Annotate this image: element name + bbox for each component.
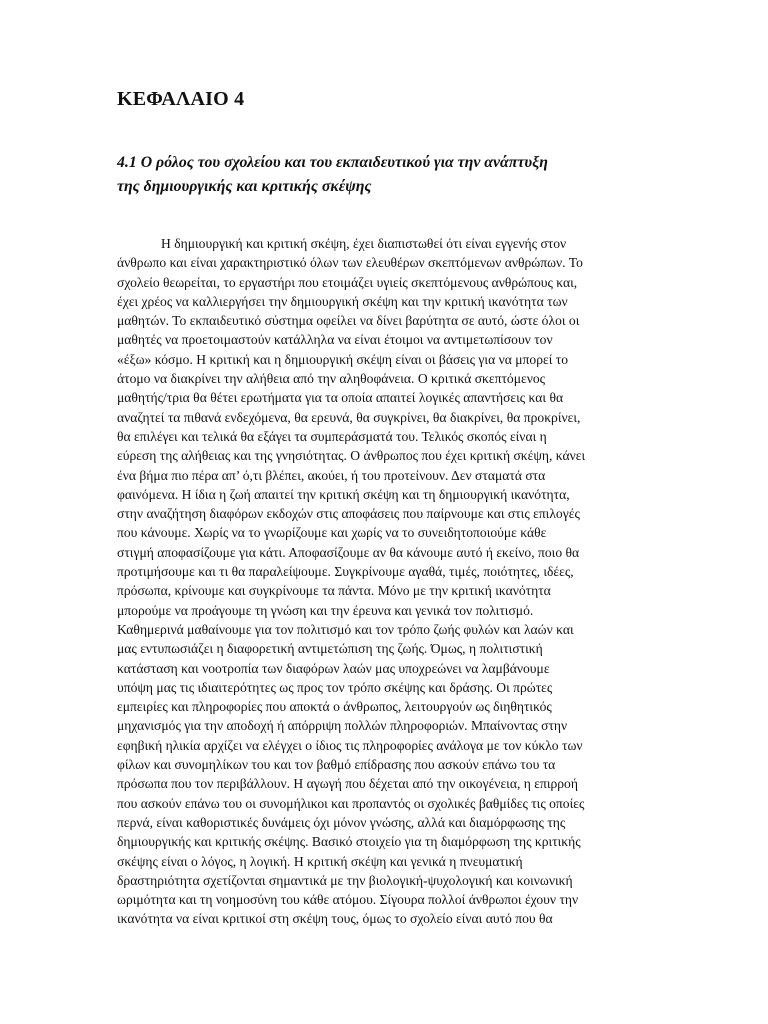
paragraph-line: Καθημερινά μαθαίνουμε για τον πολιτισμό και τον τρόπο ζωής φυλών και λαών και: [117, 621, 574, 637]
paragraph-line: προτιμήσουμε και τι θα παραλείψουμε. Συγκρίνουμε αγαθά, τιμές, ποιότητες, ιδέες,: [117, 564, 574, 580]
paragraph-line: «έξω» κόσμο. Η κριτική και η δημιουργική σκέψη είναι οι βάσεις για να μπορεί το: [117, 351, 569, 367]
paragraph-line: μπορούμε να προάγουμε τη γνώση και την έρευνα και γενικά τον πολιτισμό.: [117, 602, 534, 618]
paragraph-line: φίλων και συνομηλίκων του και τον βαθμό επίδρασης που ασκούν επάνω του τα: [117, 757, 556, 773]
paragraph-line: σκέψης είναι ο λόγος, η λογική. Η κριτική σκέψη και γενικά η πνευματική: [117, 853, 523, 869]
paragraph-line: άτομο να διακρίνει την αλήθεια από την αληθοφάνεια. Ο κριτικά σκεπτόμενος: [117, 371, 546, 387]
paragraph-line: δραστηριότητα σχετίζονται σημαντικά με την βιολογική-ψυχολογική και κοινωνική: [117, 872, 573, 888]
body-paragraph: [117, 234, 637, 929]
paragraph-line: που κάνουμε. Χωρίς να το γνωρίζουμε και χωρίς να το συνειδητοποιούμε κάθε: [117, 525, 547, 541]
paragraph-line: στην αναζήτηση διαφόρων εκδοχών στις αποφάσεις που παίρνουμε και στις επιλογές: [117, 506, 580, 522]
paragraph-line: εύρεση της αλήθειας και της γνησιότητας. Ο άνθρωπος που έχει κριτική σκέψη, κάνει: [117, 448, 586, 464]
paragraph-line: μηχανισμός για την αποδοχή ή απόρριψη πολλών πληροφοριών. Μπαίνοντας στην: [117, 718, 568, 734]
paragraph-line: πρόσωπα που τον περιβάλλουν. Η αγωγή που δέχεται από την οικογένεια, η επιρροή: [117, 776, 578, 792]
paragraph-line: άνθρωπο και είναι χαρακτηριστικό όλων των ελευθέρων σκεπτόμενων ανθρώπων. Το: [117, 255, 583, 271]
paragraph-line: μαθητές να προετοιμαστούν κατάλληλα να είναι έτοιμοι να αντιμετωπίσουν τον: [117, 332, 553, 348]
paragraph-line: θα επιλέγει και τελικά θα εξάγει τα συμπεράσματά του. Τελικός σκοπός είναι η: [117, 428, 547, 444]
paragraph-line: εφηβική ηλικία αρχίζει να ελέγχει ο ίδιος τις πληροφορίες ανάλογα με τον κύκλο των: [117, 737, 583, 753]
paragraph-line: ωριμότητα και τη νοημοσύνη του κάθε ατόμου. Σίγουρα πολλοί άνθρωποι έχουν την: [117, 892, 579, 908]
chapter-title: ΚΕΦΑΛΑΙΟ 4: [117, 88, 245, 110]
paragraph-line: πρόσωπα, κρίνουμε και συγκρίνουμε τα πάντα. Μόνο με την κριτική ικανότητα: [117, 583, 551, 599]
paragraph-line: φαινόμενα. Η ίδια η ζωή απαιτεί την κριτική σκέψη και τη δημιουργική ικανότητα,: [117, 486, 570, 502]
paragraph-line: μαθητής/τρια θα θέτει ερωτήματα για τα οποία απαιτεί λογικές απαντήσεις και θα: [117, 390, 564, 406]
section-title-line: 4.1 Ο ρόλος του σχολείου και του εκπαιδευτικού για την ανάπτυξη: [117, 154, 548, 171]
paragraph-line: υπόψη μας τις ιδιαιτερότητες ως προς τον τρόπο σκέψης και δράσης. Οι πρώτες: [117, 679, 553, 695]
paragraph-line: εμπειρίες και πληροφορίες που αποκτά ο άνθρωπος, λειτουργούν ως διηθητικός: [117, 699, 552, 715]
paragraph-line: σχολείο θεωρείται, το εργαστήρι που ετοιμάζει υγιείς σκεπτόμενους ανθρώπους και,: [117, 274, 578, 290]
paragraph-line: αναζητεί τα πιθανά ενδεχόμενα, θα ερευνά, θα συγκρίνει, θα διακρίνει, θα προκρίνει,: [117, 409, 581, 425]
paragraph-line: Η δημιουργική και κριτική σκέψη, έχει διαπιστωθεί ότι είναι εγγενής στον: [161, 236, 567, 251]
paragraph-line: έχει χρέος να καλλιεργήσει την δημιουργική σκέψη και την κριτική ικανότητα των: [117, 293, 568, 309]
paragraph-line: περνά, είναι καθοριστικές δυνάμεις όχι μόνον γνώσης, αλλά και διαμόρφωσης της: [117, 814, 566, 830]
paragraph-line: μαθητών. Το εκπαιδευτικό σύστημα οφείλει να δίνει βαρύτητα σε αυτό, ώστε όλοι οι: [117, 313, 580, 329]
paragraph-line: ένα βήμα πιο πέρα απ’ ό,τι βλέπει, ακούει, ή του προτείνουν. Δεν σταματά στα: [117, 467, 546, 483]
paragraph-line: δημιουργικής και κριτικής σκέψης. Βασικό στοιχείο για τη διαμόρφωση της κριτικής: [117, 834, 581, 850]
paragraph-line: που ασκούν επάνω του οι συνομήλικοι και προπαντός οι σχολικές βαθμίδες τις οποίες: [117, 795, 585, 811]
paragraph-line: κατάσταση και νοοτροπία των διαφόρων λαών μας υποχρεώνει να λαμβάνουμε: [117, 660, 550, 676]
paragraph-line: ικανότητα να είναι κριτικοί στη σκέψη τους, όμως το σχολείο είναι αυτό που θα: [117, 911, 553, 927]
paragraph-line: μας εντυπωσιάζει η διαφορετική αντιμετώπιση της ζωής. Όμως, η πολιτιστική: [117, 641, 543, 657]
section-title: [117, 151, 637, 199]
paragraph-line: στιγμή αποφασίζουμε για κάτι. Αποφασίζουμε αν θα κάνουμε αυτό ή εκείνο, ποιο θα: [117, 544, 580, 560]
section-title-line: της δημιουργικής και κριτικής σκέψης: [117, 178, 372, 195]
